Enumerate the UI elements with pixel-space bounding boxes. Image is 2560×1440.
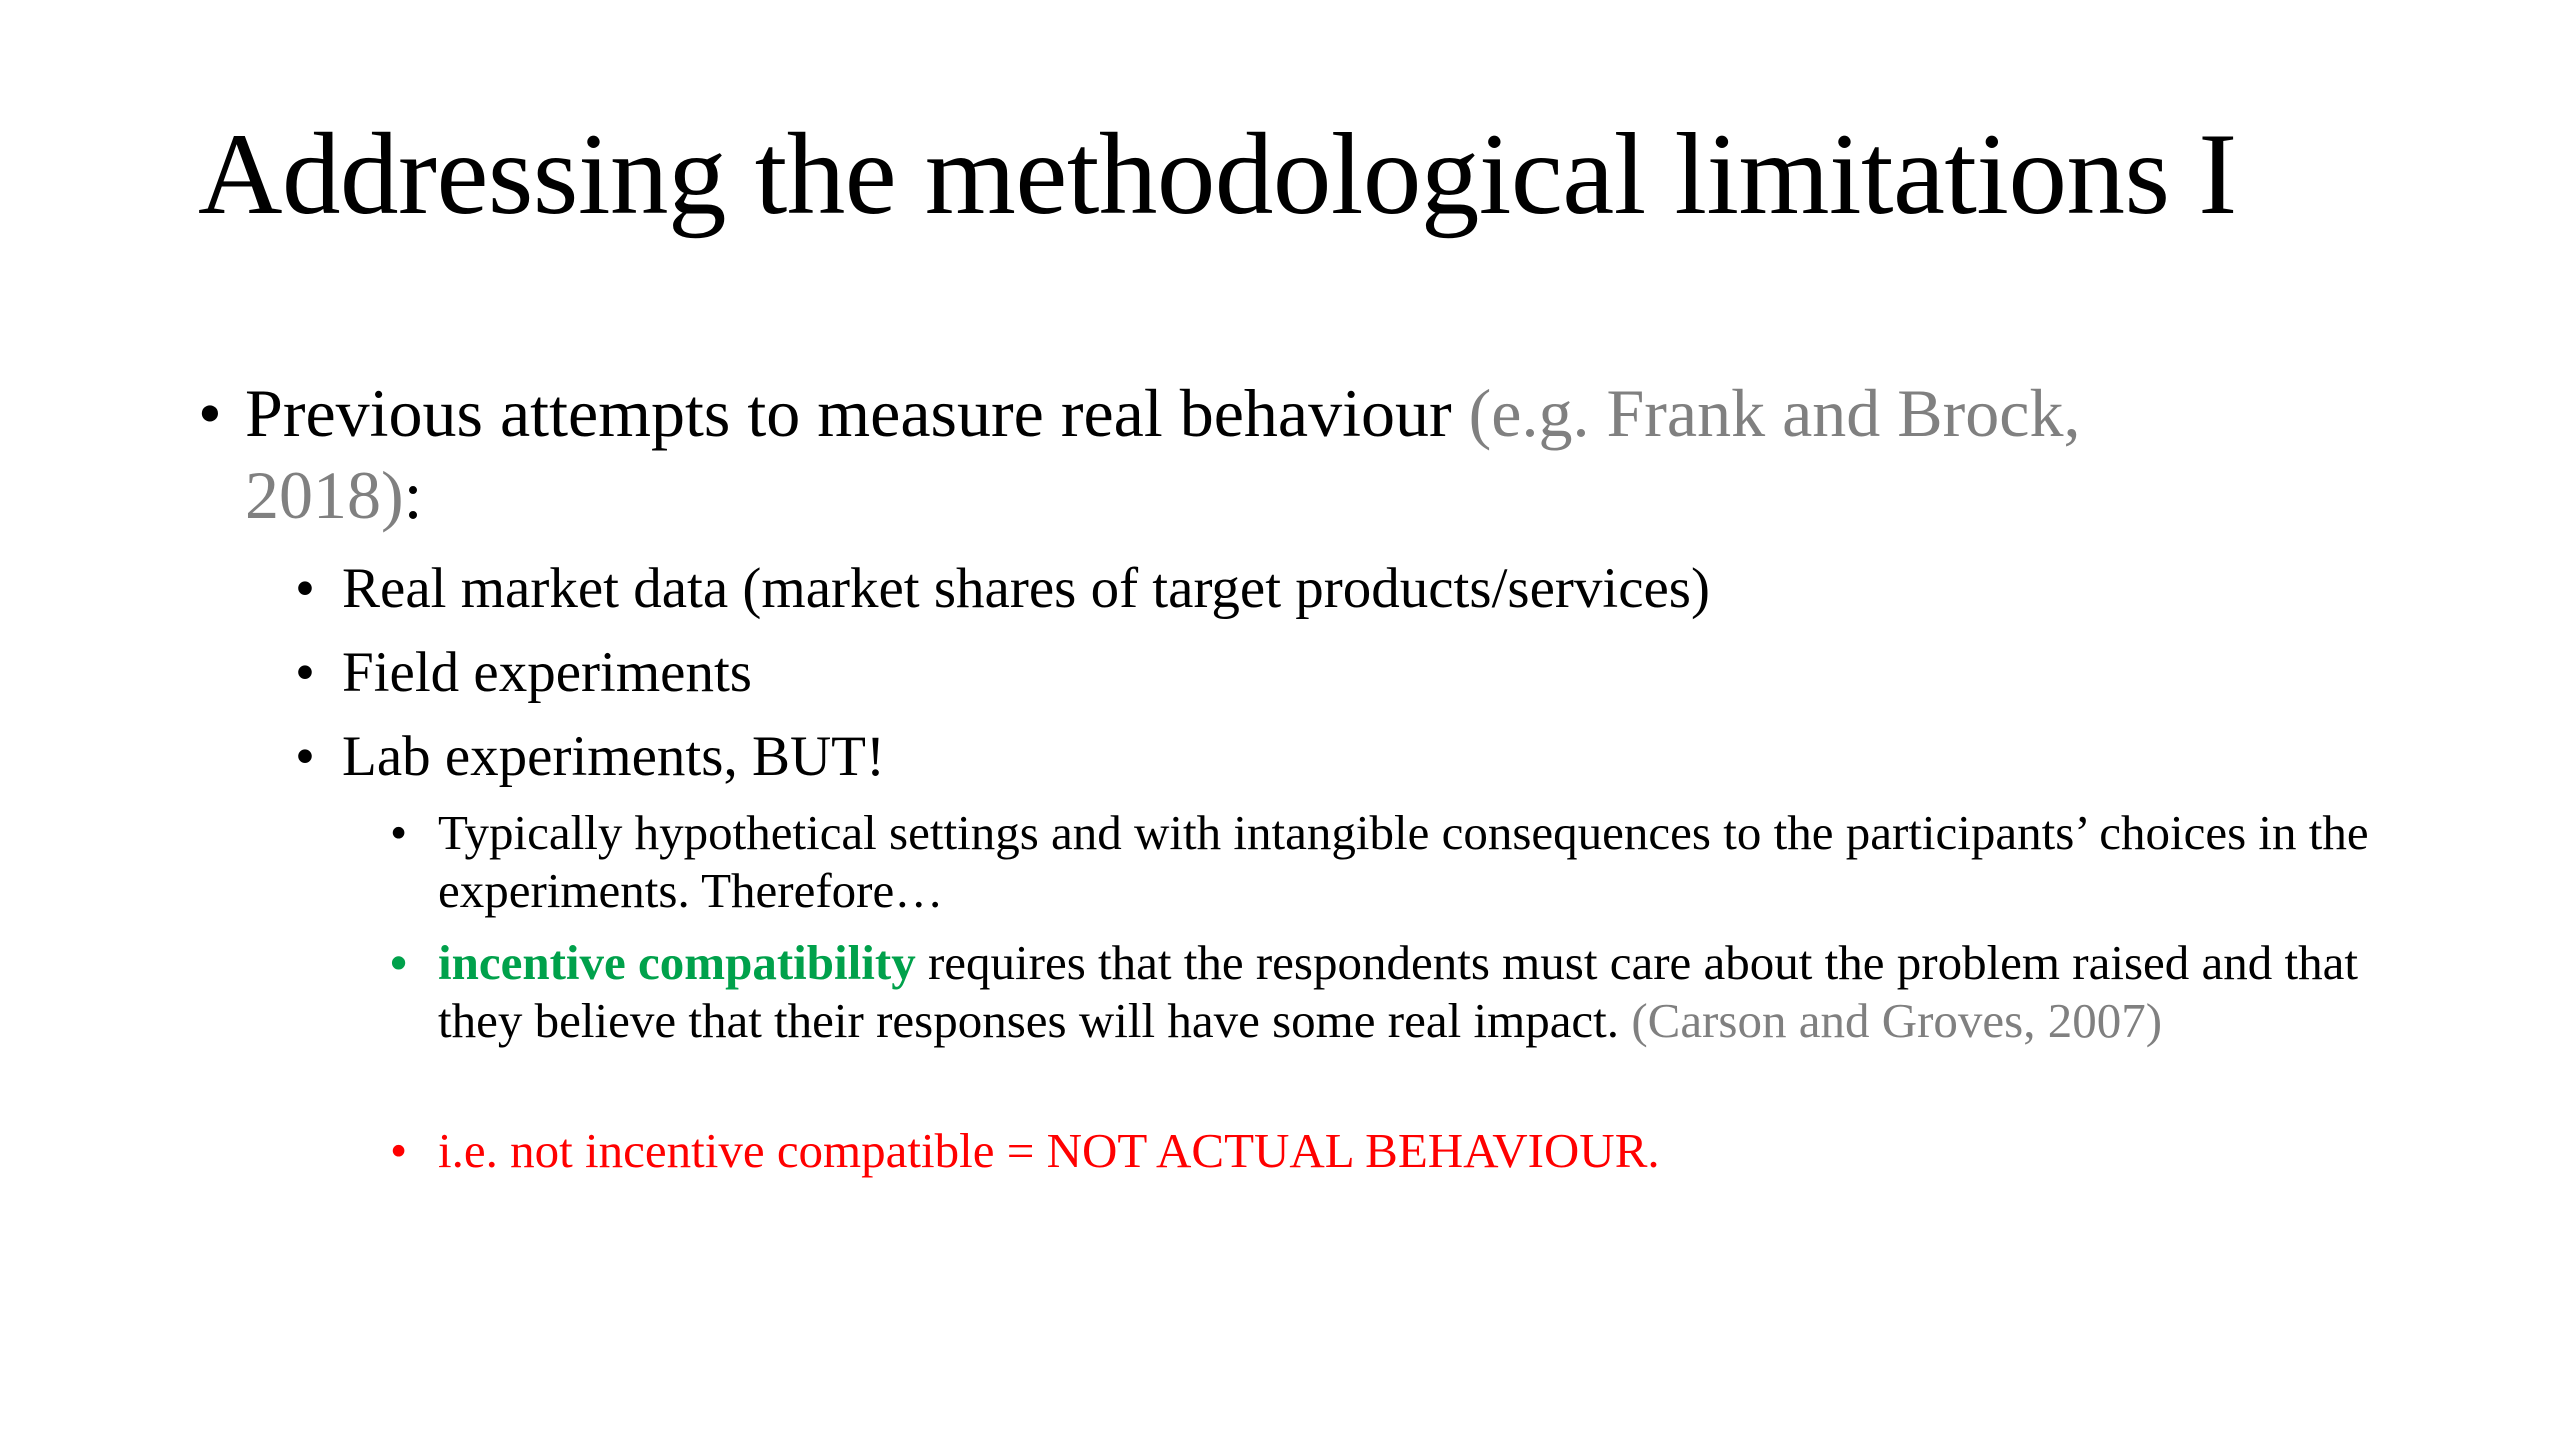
bullet-main-text: Previous attempts to measure real behaviour bbox=[245, 375, 1469, 451]
citation-carson-groves: (Carson and Groves, 2007) bbox=[1631, 993, 2163, 1048]
sub-bullet-field-experiments bbox=[295, 640, 752, 706]
bullet-marker: • bbox=[390, 1123, 408, 1178]
bullet-marker: • bbox=[390, 805, 408, 860]
bullet-colon: : bbox=[403, 457, 423, 533]
incentive-compatibility-highlight: incentive compatibility bbox=[438, 935, 916, 990]
subsub-bullet-not-actual-behaviour bbox=[390, 1122, 2390, 1180]
subsub-bullet-text: i.e. not incentive compatible = NOT ACTUAL BEHAVIOUR. bbox=[438, 1123, 1660, 1178]
bullet-marker: • bbox=[295, 641, 315, 704]
subsub-bullet-text bbox=[390, 934, 2388, 1050]
sub-bullet-lab-experiments bbox=[295, 724, 885, 790]
sub-bullet-text: Real market data (market shares of target products/services) bbox=[342, 557, 1710, 620]
subsub-bullet-incentive-compatibility bbox=[390, 934, 2390, 1050]
subsub-bullet-hypothetical-settings bbox=[390, 804, 2390, 920]
bullet-previous-attempts bbox=[198, 372, 2298, 536]
incentive-compatibility-text: requires that the respondents must care about the problem raised and that they believe that their responses will have some real impact. bbox=[438, 935, 2359, 1048]
subsub-bullet-text: Typically hypothetical settings and with intangible consequences to the participants’ choices in the experiments. Therefore… bbox=[438, 805, 2369, 918]
bullet-marker: • bbox=[198, 375, 222, 451]
bullet-marker: • bbox=[295, 725, 315, 788]
bullet-marker: • bbox=[295, 557, 315, 620]
bullet-text bbox=[198, 372, 2245, 536]
sub-bullet-text: Field experiments bbox=[342, 641, 752, 704]
bullet-marker: • bbox=[390, 935, 408, 990]
citation-frank-brock: (e.g. Frank and Brock, 2018) bbox=[245, 375, 2081, 533]
sub-bullet-text: Lab experiments, BUT! bbox=[342, 725, 885, 788]
slide-title: Addressing the methodological limitations I bbox=[198, 110, 2237, 239]
sub-bullet-real-market-data bbox=[295, 556, 1710, 622]
